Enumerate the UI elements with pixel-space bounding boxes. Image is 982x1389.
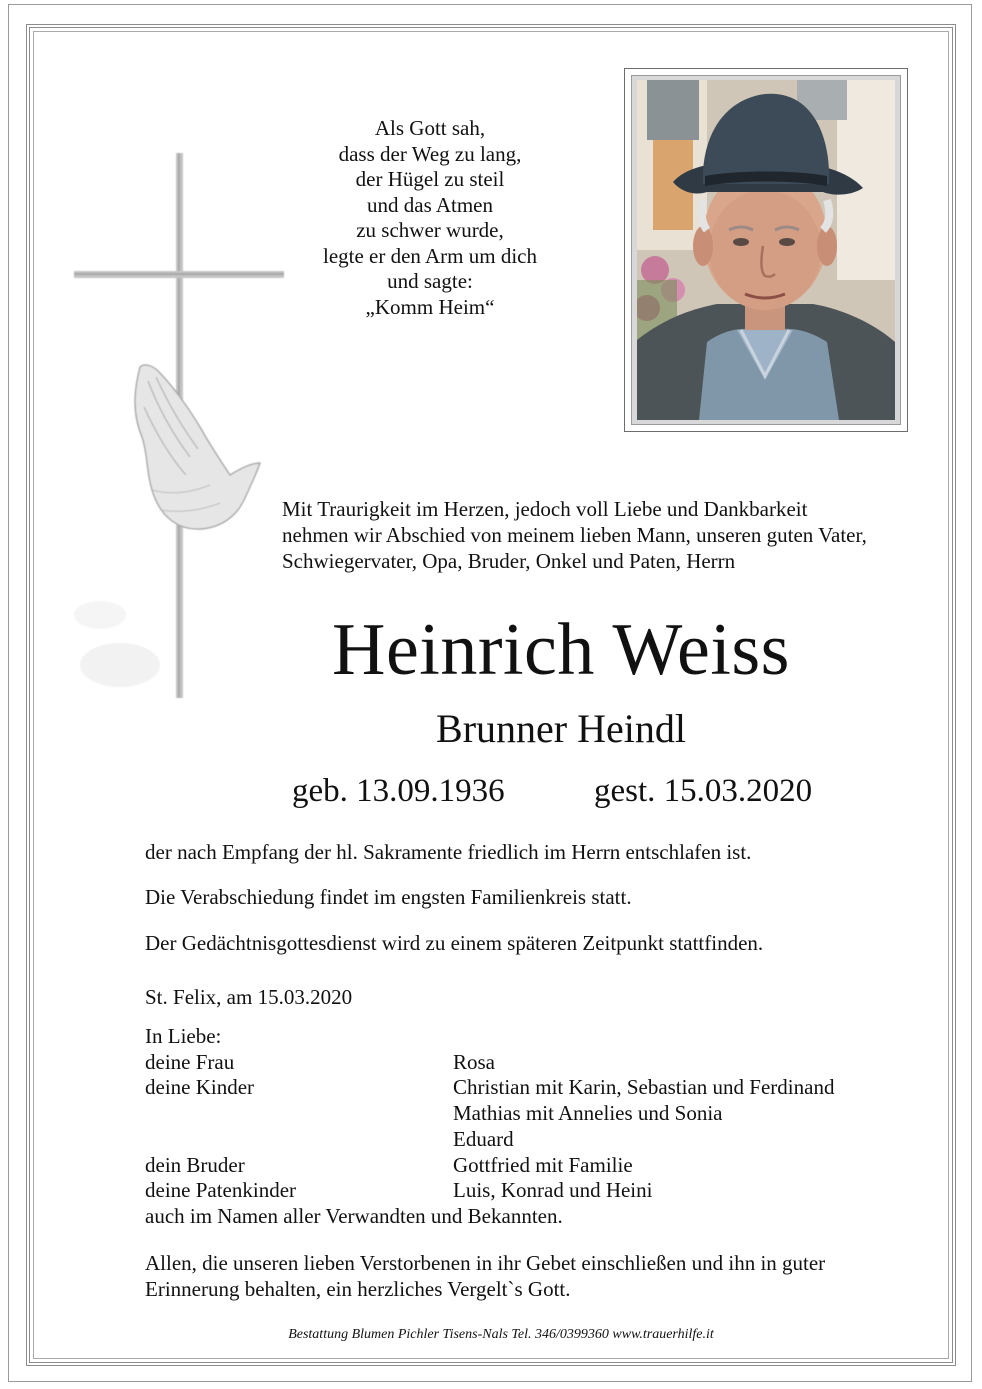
poem-line: der Hügel zu steil <box>355 167 505 191</box>
death-date: gest. 15.03.2020 <box>594 773 813 809</box>
closing-line: Erinnerung behalten, ein herzliches Vergelt`s Gott. <box>145 1277 571 1301</box>
mourner-names: Christian mit Karin, Sebastian und Ferdinand <box>453 1075 835 1100</box>
portrait-photo <box>637 80 895 420</box>
poem <box>300 116 560 320</box>
mourner-relation: deine Kinder <box>145 1075 255 1100</box>
poem-line: und das Atmen <box>367 192 493 217</box>
poem-line: Als Gott sah, <box>374 116 486 140</box>
mourner-names: Luis, Konrad und Heini <box>453 1178 653 1203</box>
memorial-text: Der Gedächtnisgottesdienst wird zu einem späteren Zeitpunkt stattfinden. <box>145 931 764 955</box>
mourners-list <box>145 1024 925 1230</box>
mourner-names: Gottfried mit Familie <box>453 1152 633 1177</box>
mourner-row <box>145 1178 925 1204</box>
deceased-nickname: Brunner Heindl <box>436 706 686 751</box>
mourners-heading: In Liebe: <box>145 1024 222 1048</box>
mourner-names: Rosa <box>453 1049 495 1074</box>
mourner-row <box>145 1127 925 1153</box>
mourner-row <box>145 1075 925 1101</box>
mourner-row <box>145 1050 925 1076</box>
poem-line: legte er den Arm um dich <box>322 243 538 268</box>
intro-line: Schwiegervater, Opa, Bruder, Onkel und Paten, Herrn <box>282 549 736 573</box>
mourner-row <box>145 1101 925 1127</box>
mourner-names: Mathias mit Annelies und Sonia <box>453 1101 723 1126</box>
sacraments-text: der nach Empfang der hl. Sakramente friedlich im Herrn entschlafen ist. <box>145 840 752 864</box>
intro-line: Mit Traurigkeit im Herzen, jedoch voll Liebe und Dankbarkeit <box>282 497 808 521</box>
birth-date: geb. 13.09.1936 <box>292 773 505 809</box>
poem-line: und sagte: <box>387 269 473 293</box>
closing-text <box>145 1250 935 1302</box>
closing-line: Allen, die unseren lieben Verstorbenen in ihr Gebet einschließen und ihn in guter <box>145 1251 826 1275</box>
mourner-relation: dein Bruder <box>145 1152 245 1177</box>
mourner-relation: deine Frau <box>145 1049 235 1074</box>
mourners-also: auch im Namen aller Verwandten und Bekannten. <box>145 1203 563 1228</box>
intro-text <box>282 496 942 574</box>
deceased-name: Heinrich Weiss <box>332 609 790 691</box>
mourner-relation <box>145 1127 453 1153</box>
mourner-row <box>145 1153 925 1179</box>
mourner-relation <box>145 1101 453 1127</box>
poem-line: dass der Weg zu lang, <box>338 141 522 166</box>
mourner-relation: deine Patenkinder <box>145 1178 297 1203</box>
poem-line: „Komm Heim“ <box>365 294 495 319</box>
intro-line: nehmen wir Abschied von meinem lieben Mann, unseren guten Vater, <box>282 523 867 547</box>
farewell-text: Die Verabschiedung findet im engsten Familienkreis statt. <box>145 885 632 909</box>
funeral-home-footer: Bestattung Blumen Pichler Tisens-Nals Tel. 346/0399360 www.trauerhilfe.it <box>288 1327 714 1342</box>
place-date: St. Felix, am 15.03.2020 <box>145 985 353 1009</box>
mourner-names: Eduard <box>453 1126 514 1151</box>
poem-line: zu schwer wurde, <box>356 218 504 242</box>
